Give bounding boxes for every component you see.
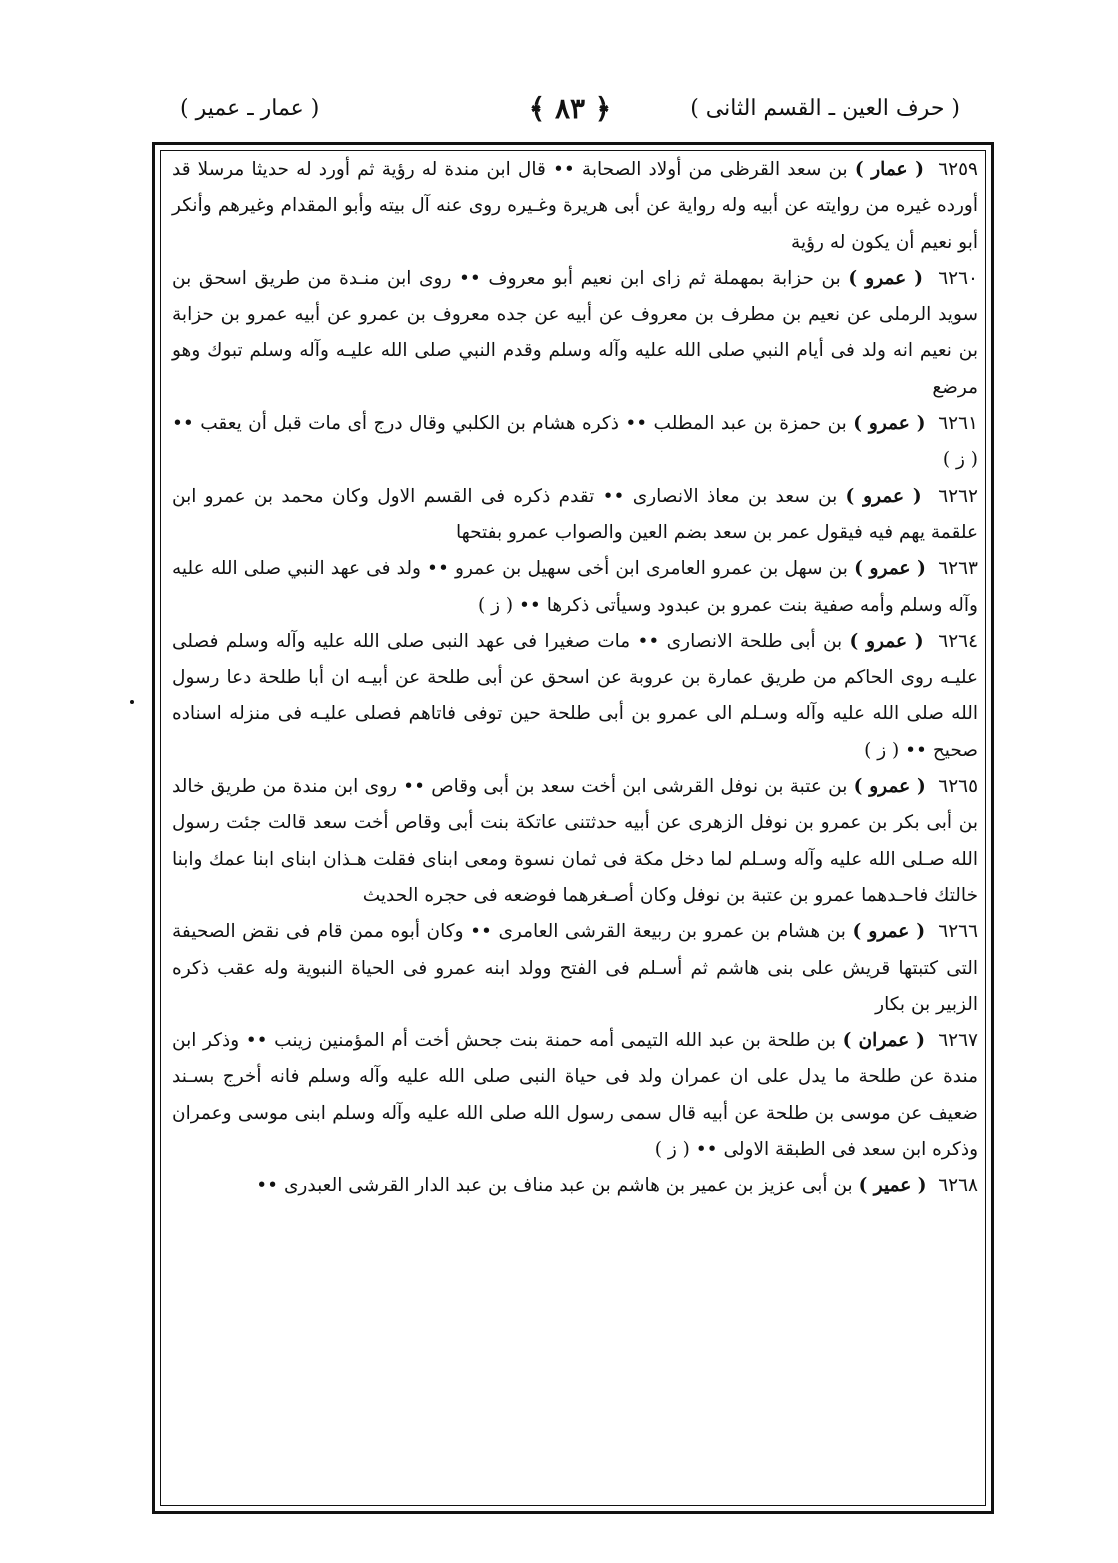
entry-text: بن هشام بن عمرو بن ربيعة القرشى العامرى •• وكان أبوه ممن قام فى نقض الصحيفة التى كتبتها قريش على بنى هاشم ثم أسـلم فى الفتح وولد ابنه عمرو فى الحياة النبوية وله عقب ذكره الزبير بن بكار xyxy=(172,921,978,1015)
entry-number: ٦٢٥٩ xyxy=(938,159,978,180)
entry-name: ( عمرو ) xyxy=(845,485,922,507)
entry-name: ( عمرو ) xyxy=(854,558,926,580)
entry-name: ( عمرو ) xyxy=(852,921,926,943)
entry-number: ٦٢٦٥ xyxy=(938,776,979,798)
entry-name: ( عمرو ) xyxy=(848,267,924,289)
entry-name: ( عمير ) xyxy=(858,1175,927,1197)
entry-text: بن عتبة بن نوفل القرشى ابن أخت سعد بن أبى وقاص •• روى ابن مندة من طريق خالد بن أبى بكر بن عمرو بن نوفل الزهرى عن أبيه حدثتنى عاتكة بنت أبى وقاص أخت سعد قالت جئت رسول الله صـلى الله عليه وآله وسـلم لما دخل مكة فى ثمان نسوة ومعى ابناى فقلت هـذان ابناى ابنا عمك وابنا خالتك فاحـدهما عمرو بن عتبة بن نوفل وكان أصـغرهما فوضعه فى حجره الحديث xyxy=(172,776,978,906)
entry-6262 xyxy=(172,479,978,552)
entries-body xyxy=(172,152,978,1205)
entry-name: ( عمرو ) xyxy=(853,776,926,798)
entry-6268 xyxy=(172,1168,978,1204)
entry-6260 xyxy=(172,261,978,406)
entry-text: بن طلحة بن عبد الله التيمى أمه حمنة بنت جحش أخت أم المؤمنين زينب •• وذكر ابن مندة عن طلحة ما يدل على ان عمران ولد فى حياة النبى صلى الله عليه وآله وسلم فانه أخرج بسـند ضعيف عن موسى بن طلحة عن أبيه قال سمى رسول الله صلى الله عليه وآله وسلم ابنى موسى وعمران وذكره ابن سعد فى الطبقة الاولى •• ( ز ) xyxy=(172,1030,978,1161)
entry-number: ٦٢٦٠ xyxy=(938,267,978,289)
header-chapter-title: ( حرف العين ـ القسم الثانى ) xyxy=(690,96,960,121)
entry-6263 xyxy=(172,551,978,624)
page-header xyxy=(180,92,960,132)
entry-6267 xyxy=(172,1023,978,1168)
entry-6266 xyxy=(172,914,978,1023)
entry-text: بن حزابة بمهملة ثم زاى ابن نعيم أبو معروف •• روى ابن منـدة من طريق اسحق بن سويد الرملى عن نعيم بن مطرف بن معروف عن أبيه عن جده معروف بن عمرو عن أبيه عمرو بن حزابة بن نعيم انه ولد فى أيام النبي صلى الله عليه وآله وسلم وقدم النبي صلى الله عليـه وآله وسلم تبوك وهو مرضع xyxy=(172,267,978,398)
entry-number: ٦٢٦٨ xyxy=(938,1175,978,1197)
entry-text: بن سهل بن عمرو العامرى ابن أخى سهيل بن عمرو •• ولد فى عهد النبي صلى الله عليه وآله وسلم وأمه صفية بنت عمرو بن عبدود وسيأتى ذكرها •• ( ز ) xyxy=(172,558,978,616)
entry-6261 xyxy=(172,406,978,479)
entry-name: ( عمرو ) xyxy=(849,630,924,652)
entry-name: ( عمرو ) xyxy=(853,413,926,435)
entry-6259 xyxy=(172,152,978,261)
entry-number: ٦٢٦١ xyxy=(938,413,978,435)
page-number: ﴿ ٨٣ ﴾ xyxy=(528,92,612,125)
entry-number: ٦٢٦٦ xyxy=(938,921,979,943)
entry-6264 xyxy=(172,624,978,769)
entry-text: بن أبى طلحة الانصارى •• مات صغيرا فى عهد النبى صلى الله عليه وآله وسلم فصلى عليـه روى الحاكم من طريق عمارة بن عروبة عن اسحق عن أبى طلحة عن أبيـه ان أبا طلحة دعا رسول الله صلى الله عليه وآله وسـلم الى عمرو بن أبى طلحة حين توفى فاتاهم فصلى عليـه فى منزله اسناده صحيح •• ( ز ) xyxy=(172,630,978,761)
entry-text: بن سعد القرظى من أولاد الصحابة •• قال ابن مندة له رؤية ثم أورد له حديثا مرسلا قد أورده غيره من روايته عن أبيه وله رواية عن أبى هريرة وغـيره روى عنه آل بيته وأبو المقدام وغيرهم وأنكر أبو نعيم أن يكون له رؤية xyxy=(172,159,978,253)
header-entry-range: ( عمار ـ عمير ) xyxy=(180,96,320,121)
entry-name: ( عمار ) xyxy=(854,159,924,180)
entry-name: ( عمران ) xyxy=(842,1030,926,1052)
entry-6265 xyxy=(172,769,978,914)
entry-number: ٦٢٦٤ xyxy=(938,630,979,652)
entry-text: بن أبى عزيز بن عمير بن هاشم بن عبد مناف بن عبد الدار القرشى العبدرى •• xyxy=(256,1175,859,1197)
entry-number: ٦٢٦٧ xyxy=(938,1030,978,1052)
margin-dot xyxy=(130,700,134,704)
entry-number: ٦٢٦٣ xyxy=(938,558,978,580)
entry-text: بن سعد بن معاذ الانصارى •• تقدم ذكره فى القسم الاول وكان محمد بن عمرو ابن علقمة يهم فيه فيقول عمر بن سعد بضم العين والصواب عمرو بفتحها xyxy=(172,485,978,543)
entry-number: ٦٢٦٢ xyxy=(938,485,978,507)
entry-text: بن حمزة بن عبد المطلب •• ذكره هشام بن الكلبي وقال درج أى مات قبل أن يعقب •• ( ز ) xyxy=(172,413,978,471)
